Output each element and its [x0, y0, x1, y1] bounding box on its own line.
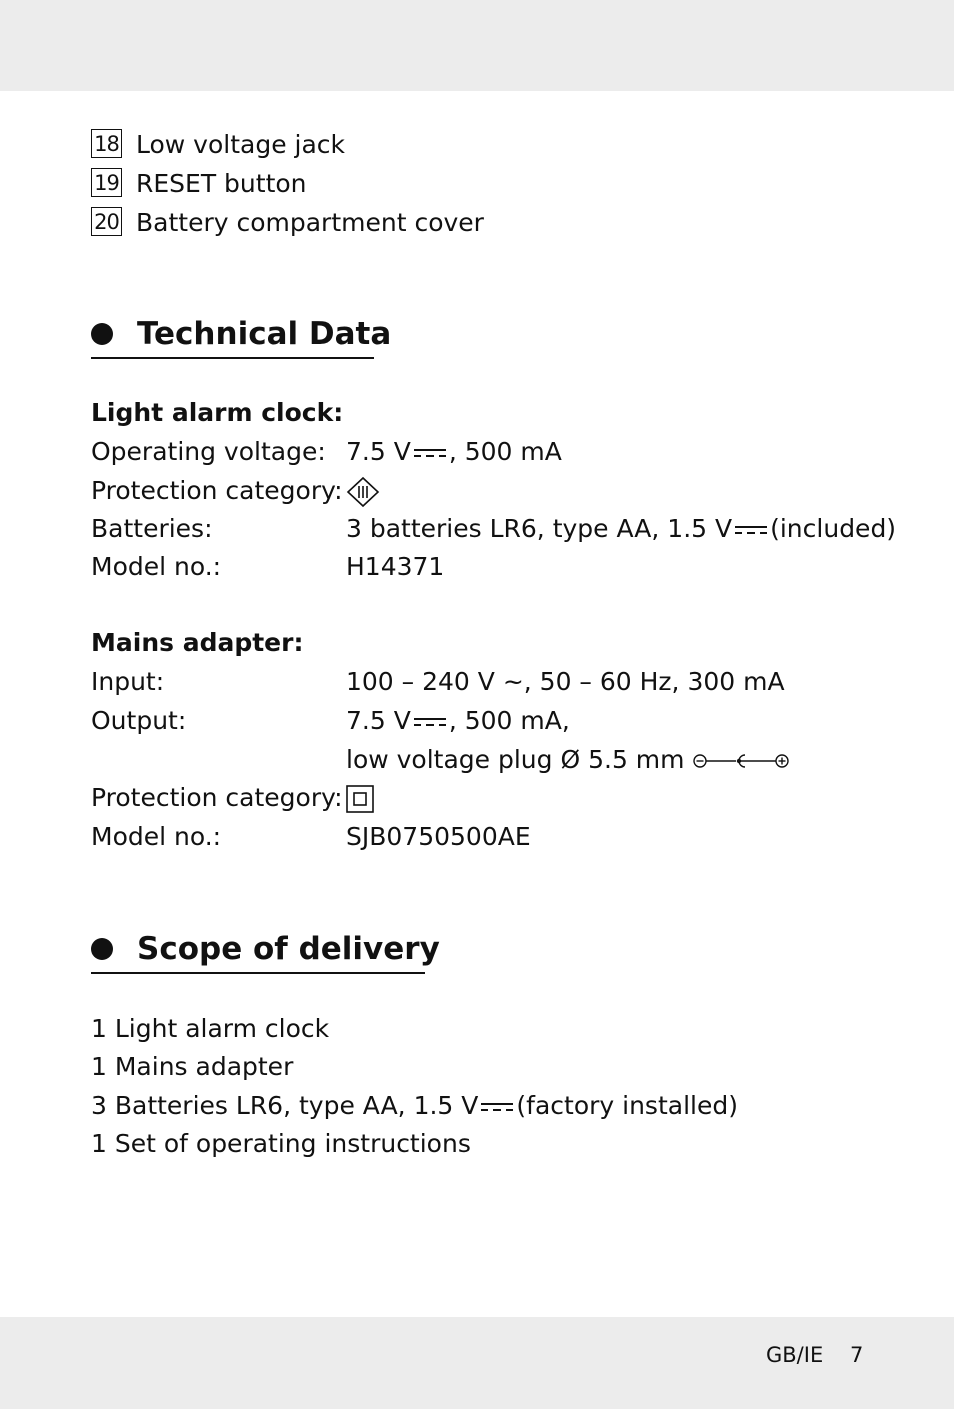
- spec-label: Input:: [91, 667, 165, 696]
- dc-current-icon: [414, 447, 446, 459]
- protection-class-ii-icon: [346, 785, 374, 813]
- part-number: 20: [91, 207, 122, 236]
- part-number: 18: [91, 129, 122, 158]
- list-item: 1 Mains adapter: [91, 1052, 294, 1081]
- clock-subheading: Light alarm clock:: [91, 398, 344, 427]
- footer-language: GB/IE: [766, 1343, 824, 1367]
- list-item: 3 Batteries LR6, type AA, 1.5 V (factory installed): [91, 1091, 738, 1120]
- spec-value: 7.5 V , 500 mA: [346, 437, 562, 466]
- spec-value: low voltage plug Ø 5.5 mm: [346, 743, 790, 777]
- spec-label: Model no.:: [91, 552, 222, 581]
- spec-row-model: [91, 550, 871, 586]
- spec-value: 3 batteries LR6, type AA, 1.5 V (included): [346, 514, 897, 543]
- spec-row-batteries: [91, 512, 897, 548]
- top-band: [0, 0, 954, 91]
- list-item: 1 Light alarm clock: [91, 1014, 330, 1043]
- protection-class-iii-icon: [346, 476, 380, 508]
- page-number: 7: [850, 1343, 864, 1367]
- spec-value: [346, 781, 374, 815]
- bullet-icon: [91, 323, 113, 345]
- polarity-icon: [692, 751, 790, 771]
- spec-value: 100 – 240 V ~, 50 – 60 Hz, 300 mA: [346, 667, 785, 696]
- scope-title: Scope of delivery: [137, 931, 440, 967]
- scope-heading: [91, 928, 440, 974]
- spec-row-operating-voltage: [91, 435, 871, 471]
- list-item: 1 Set of operating instructions: [91, 1129, 471, 1158]
- bullet-icon: [91, 938, 113, 960]
- spec-value: 7.5 V , 500 mA,: [346, 706, 570, 735]
- spec-label: Batteries:: [91, 514, 213, 543]
- spec-label: Model no.:: [91, 822, 222, 851]
- spec-label: Protection category:: [91, 783, 343, 812]
- spec-label: Protection category:: [91, 476, 343, 505]
- technical-data-title: Technical Data: [137, 316, 392, 352]
- spec-row-adapter-protection: [91, 781, 871, 817]
- spec-value: H14371: [346, 552, 445, 581]
- spec-row-output: [91, 704, 871, 740]
- spec-value: SJB0750500AE: [346, 822, 531, 851]
- spec-row-input: [91, 665, 871, 701]
- technical-data-heading: [91, 313, 392, 359]
- dc-current-icon: [481, 1101, 513, 1113]
- spec-value: [346, 474, 380, 508]
- spec-row-plug: [91, 743, 871, 779]
- dc-current-icon: [735, 524, 767, 536]
- spec-label: Operating voltage:: [91, 437, 326, 466]
- dc-current-icon: [414, 716, 446, 728]
- part-number: 19: [91, 168, 122, 197]
- part-label: Battery compartment cover: [136, 208, 484, 237]
- part-label: Low voltage jack: [136, 130, 346, 159]
- spec-label: Output:: [91, 706, 187, 735]
- spec-row-protection: [91, 474, 871, 510]
- adapter-subheading: Mains adapter:: [91, 628, 304, 657]
- part-label: RESET button: [136, 169, 307, 198]
- spec-row-adapter-model: [91, 820, 871, 856]
